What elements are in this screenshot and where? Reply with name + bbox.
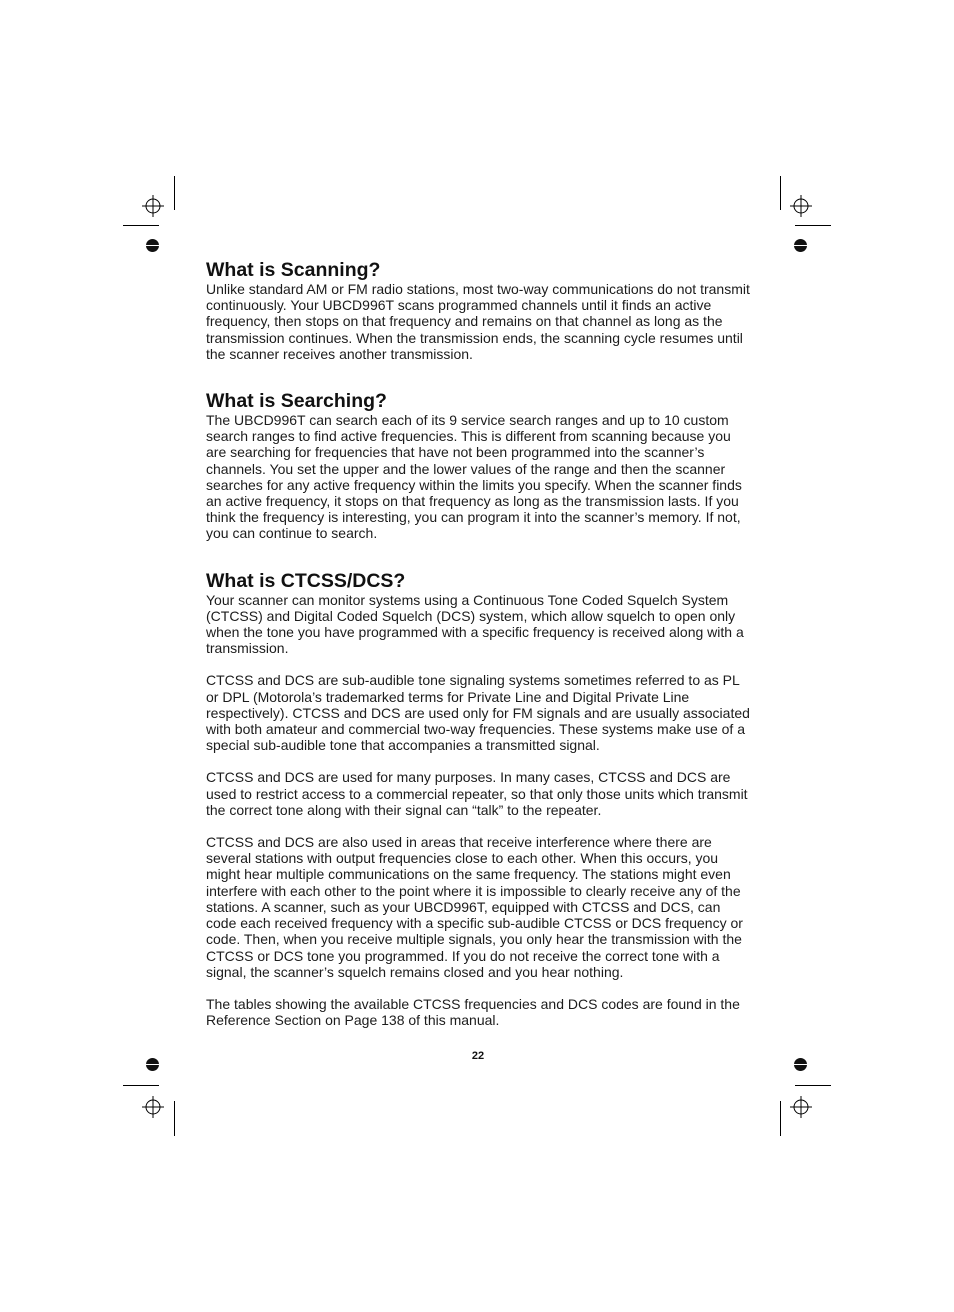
crop-mark-top-right-horizontal (795, 225, 831, 226)
page-number: 22 (471, 1050, 485, 1062)
section-scanning (206, 259, 751, 362)
paragraph: CTCSS and DCS are used for many purposes. In many cases, CTCSS and DCS are used to restrict access to a commercial repeater, so that only those units which transmit the correct tone along with their signal can “talk” to the repeater. (206, 769, 748, 818)
paragraph: The UBCD996T can search each of its 9 service search ranges and up to 10 custom search ranges to find active frequencies. This is different from scanning because you are searching for frequencies that have not been programmed into the scanner’s channels. You set the upper and the lower values of the range and then the scanner searches for any active frequency within the limits you specify. When the scanner finds an active frequency, it stops on that frequency as long as the transmission lasts. If you think the frequency is interesting, you can program it into the scanner’s memory. If not, you can continue to search. (206, 412, 742, 542)
paragraph: Unlike standard AM or FM radio stations, most two-way communications do not transmit continuously. Your UBCD996T scans programmed channels until it finds an active frequency, then stops on that frequency and remains on that channel as long as the transmission continues. When the transmission ends, the scanning cycle resumes until the scanner receives another transmission. (206, 281, 750, 362)
section-heading: What is Scanning? (206, 259, 381, 281)
section-heading: What is CTCSS/DCS? (206, 569, 406, 592)
crop-mark-bottom-left-horizontal (123, 1085, 159, 1086)
paragraph: CTCSS and DCS are sub-audible tone signaling systems sometimes referred to as PL or DPL (Motorola’s trademarked terms for Private Line and Digital Private Line respectively). CTCSS and DCS are used only for FM signals and are usually associated with both amateur and commercial two-way frequencies. These systems make use of a special sub-audible tone that accompanies a transmitted signal. (206, 672, 750, 754)
crop-mark-bottom-right-horizontal (795, 1085, 831, 1086)
section-searching (206, 390, 751, 542)
crop-mark-bottom-right-vertical (780, 1101, 781, 1136)
paragraph: Your scanner can monitor systems using a Continuous Tone Coded Squelch System (CTCSS) and Digital Coded Squelch (DCS) system, which allow squelch to open only when the tone you have programmed with a specific frequency is received along with a transmission. (206, 591, 744, 657)
section-heading: What is Searching? (206, 390, 387, 413)
crop-mark-bottom-left-vertical (174, 1101, 175, 1136)
registration-target-icon (790, 1096, 812, 1118)
paragraph: CTCSS and DCS are also used in areas that receive interference where there are several stations with output frequencies close to each other. When this occurs, you might hear multiple communications on the same frequency. The stations might even interfere with each other to the point where it is impossible to clearly receive any of the stations. A scanner, such as your UBCD996T, equipped with CTCSS and DCS, can code each received frequency with a specific sub-audible CTCSS or DCS frequency or code. Then, when you receive multiple signals, you only hear the transmission with the CTCSS or DCS tone you programmed. If you do not receive the correct tone with a signal, the scanner’s squelch remains closed and you hear nothing. (206, 834, 743, 980)
registration-dot-icon (146, 239, 159, 252)
section-ctcss-dcs (206, 570, 751, 1029)
registration-dot-icon (794, 1058, 807, 1071)
crop-mark-top-left-vertical (174, 176, 175, 210)
registration-target-icon (142, 195, 164, 217)
registration-target-icon (790, 195, 812, 217)
page-content (206, 259, 751, 1028)
paragraph: The tables showing the available CTCSS frequencies and DCS codes are found in the Reference Section on Page 138 of this manual. (206, 995, 740, 1029)
registration-dot-icon (146, 1058, 159, 1071)
registration-target-icon (142, 1096, 164, 1118)
crop-mark-top-left-horizontal (123, 225, 159, 226)
crop-mark-top-right-vertical (780, 176, 781, 210)
registration-dot-icon (794, 239, 807, 252)
